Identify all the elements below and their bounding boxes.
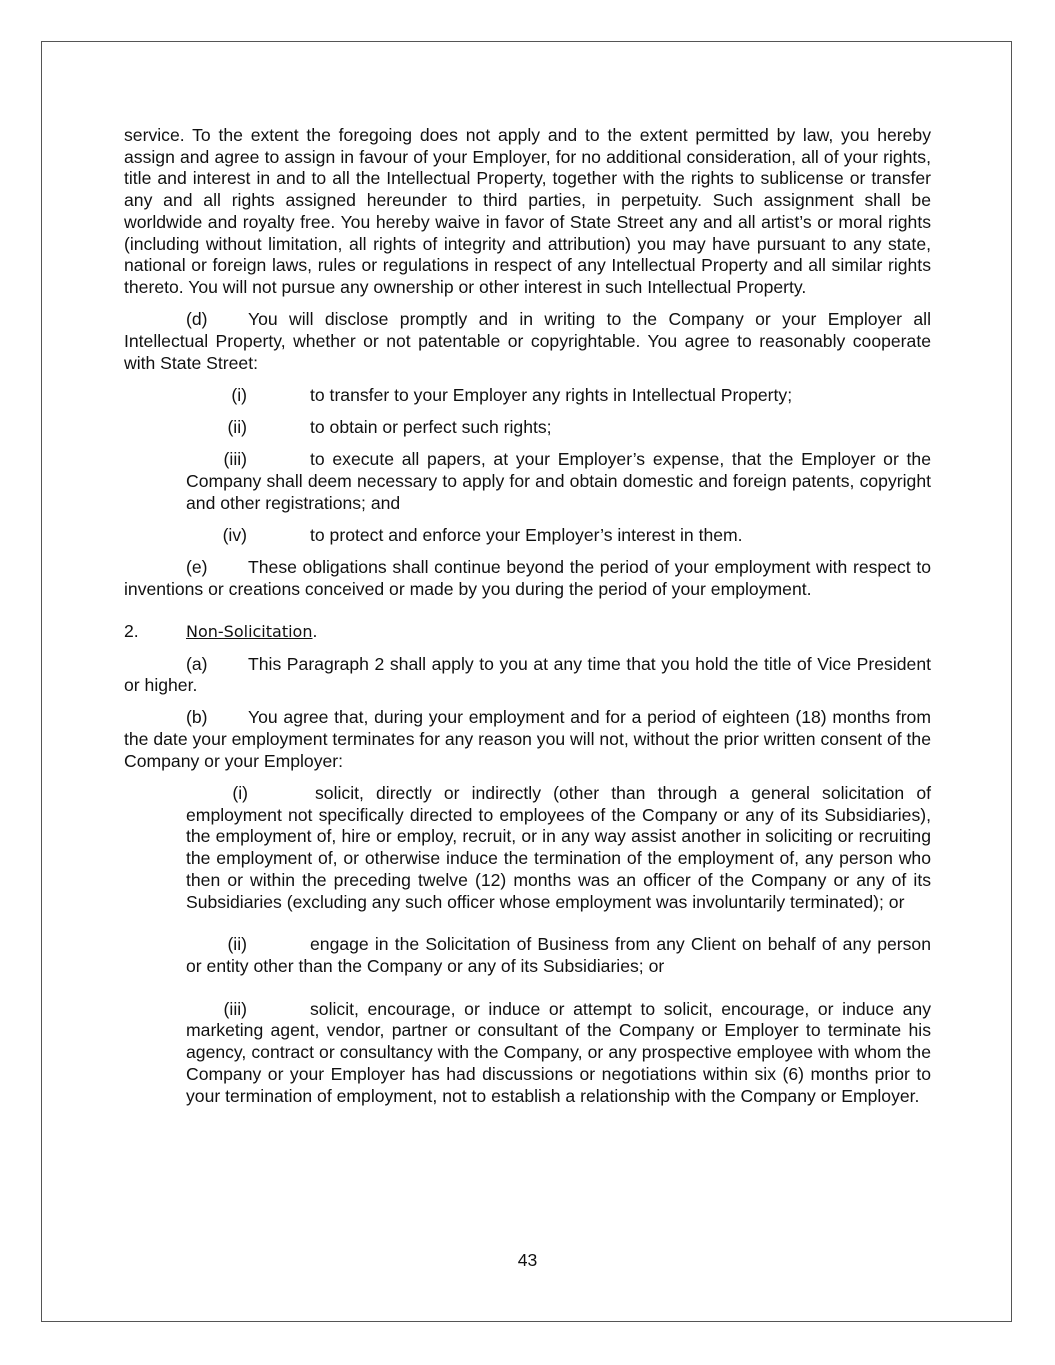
paragraph-e-label: (e) xyxy=(186,556,208,577)
list-item-b-i xyxy=(124,783,931,913)
list-item-label: (ii) xyxy=(227,934,247,955)
paragraph-2b-label: (b) xyxy=(186,707,208,728)
paragraph-d-text: You will disclose promptly and in writing to the Company or your Employer all Intellectual Property, whether or not patentable or copyrightable. You agree to reasonably cooperate with State Street: xyxy=(124,309,931,373)
section-title: Non-Solicitation xyxy=(186,622,313,642)
paragraph-continuation: service. To the extent the foregoing does not apply and to the extent permitted by law, you hereby assign and agree to assign in favour of your Employer, for no additional consideration, all of your rights, title and interest in and to all the Intellectual Property, together with the rights to sublicense or transfer any and all rights assigned hereunder to third parties, in perpetuity. Such assignment shall be worldwide and royalty free. You hereby waive in favor of State Street any and all artist’s or moral rights (including without limitation, all rights of integrity and attribution) you may have pursuant to any state, national or foreign laws, rules or regulations in respect of any Intellectual Property and all similar rights thereto. You will not pursue any ownership or other interest in such Intellectual Property. xyxy=(124,125,931,297)
list-item-d-i xyxy=(124,385,931,407)
page-number: 43 xyxy=(517,1250,538,1270)
list-item-text: engage in the Solicitation of Business from any Client on behalf of any person or entity other than the Company or any of its Subsidiaries; or xyxy=(186,934,931,976)
list-item-d-ii xyxy=(124,417,931,439)
list-item-label: (iv) xyxy=(222,524,247,545)
list-item-text: to transfer to your Employer any rights in Intellectual Property; xyxy=(310,384,793,405)
document-body xyxy=(124,125,931,1107)
section-heading xyxy=(124,621,931,643)
list-item-b-iii xyxy=(124,999,931,1108)
list-item-label: (iii) xyxy=(223,449,247,470)
list-item-text: to protect and enforce your Employer’s interest in them. xyxy=(310,524,743,545)
list-item-text: solicit, encourage, or induce or attempt to solicit, encourage, or induce any marketing agent, vendor, partner or consultant of the Company or Employer to terminate his agency, contract or consultancy with the Company, or any prospective employee with whom the Company or your Employer has had discussions or negotiations within six (6) months prior to your termination of employment, not to establish a relationship with the Company or Employer. xyxy=(186,998,931,1106)
list-item-text: to obtain or perfect such rights; xyxy=(310,416,552,437)
paragraph-2b xyxy=(124,707,931,772)
list-item-text: solicit, directly or indirectly (other than through a general solicitation of employment not specifically directed to employees of the Company or any of its Subsidiaries), the employment of, hire or employ, recruit, or in any way assist another in soliciting or recruiting the employment of, or otherwise induce the termination of the employment of, any person who then or within the preceding twelve (12) months was an officer of the Company or any of its Subsidiaries (excluding any such officer whose employment was involuntarily terminated); or xyxy=(186,783,931,912)
paragraph-2b-text: You agree that, during your employment and for a period of eighteen (18) months from the date your employment terminates for any reason you will not, without the prior written consent of the Company or your Employer: xyxy=(124,707,931,771)
paragraph-d-label: (d) xyxy=(186,309,208,330)
list-item-label: (i) xyxy=(231,384,247,405)
list-item-label: (iii) xyxy=(223,998,247,1019)
list-item-label: (i) xyxy=(232,783,248,804)
paragraph-2a xyxy=(124,654,931,697)
paragraph-2a-label: (a) xyxy=(186,653,208,674)
paragraph-e xyxy=(124,557,931,600)
list-item-text: to execute all papers, at your Employer’s expense, that the Employer or the Company shall deem necessary to apply for and obtain domestic and foreign patents, copyright and other registrations; and xyxy=(186,449,931,513)
paragraph-d xyxy=(124,309,931,374)
list-item-d-iii xyxy=(124,449,931,514)
paragraph-2a-text: This Paragraph 2 shall apply to you at any time that you hold the title of Vice President or higher. xyxy=(124,653,931,696)
list-item-b-ii xyxy=(124,934,931,977)
paragraph-e-text: These obligations shall continue beyond the period of your employment with respect to inventions or creations conceived or made by you during the period of your employment. xyxy=(124,556,931,599)
section-title-period: . xyxy=(312,621,318,642)
list-item-label: (ii) xyxy=(227,416,247,437)
list-item-d-iv xyxy=(124,525,931,547)
section-number: 2. xyxy=(124,621,139,642)
